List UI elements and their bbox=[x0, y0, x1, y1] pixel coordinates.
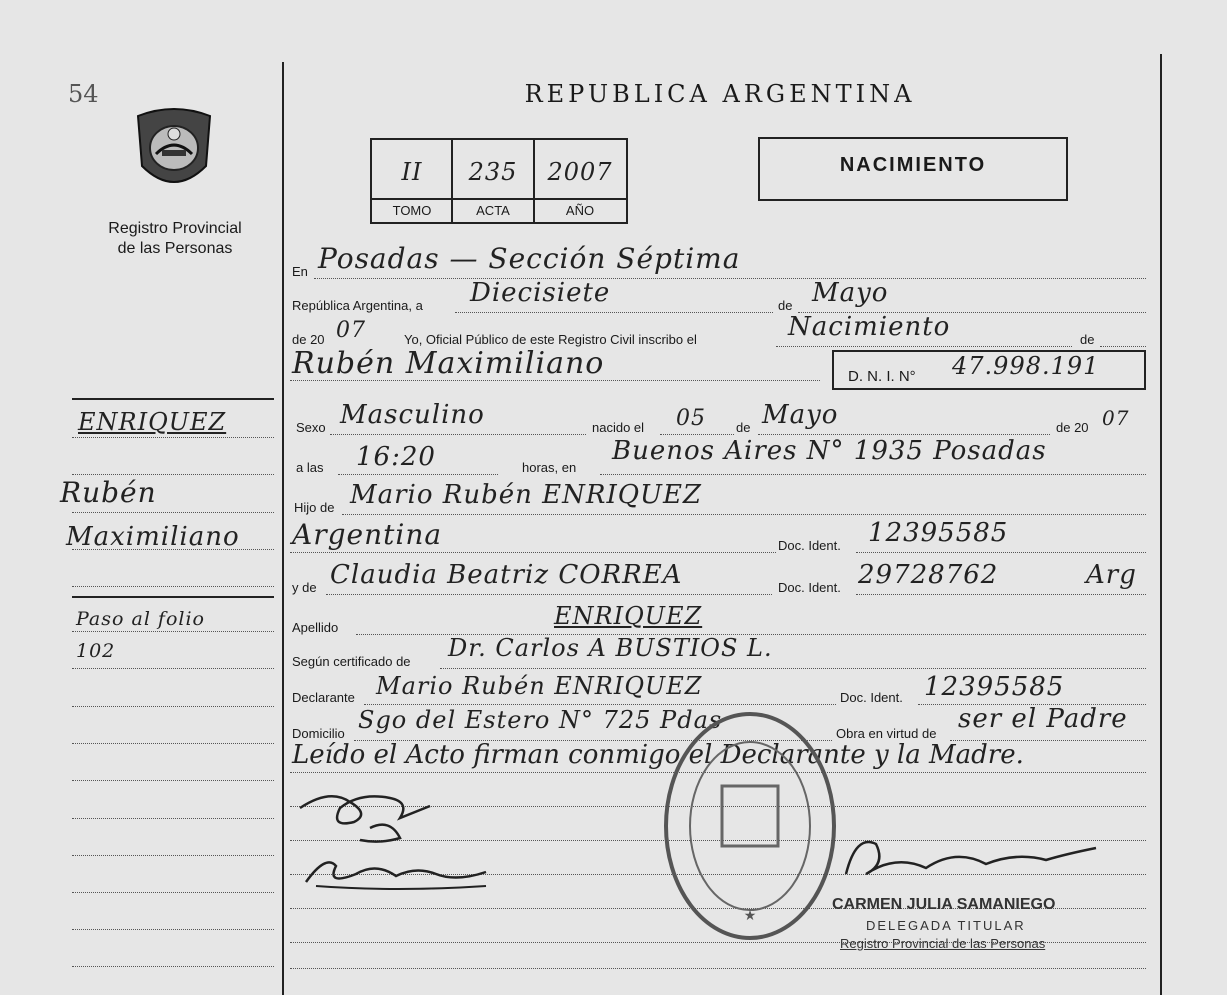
form-line bbox=[290, 552, 776, 553]
country-title: REPUBLICA ARGENTINA bbox=[524, 80, 916, 108]
form-line bbox=[330, 434, 586, 435]
form-line bbox=[364, 704, 836, 705]
form-line bbox=[856, 594, 1146, 595]
acta-label: ACTA bbox=[476, 203, 510, 218]
index-label-rule bbox=[370, 198, 626, 200]
lugar-value: Buenos Aires N° 1935 Posadas bbox=[612, 436, 1047, 466]
official-stamp-icon bbox=[660, 708, 840, 944]
acta-value: 235 bbox=[468, 158, 518, 186]
domicilio-label: Domicilio bbox=[292, 726, 345, 741]
official-signature-icon bbox=[836, 824, 1106, 894]
sexo-label: Sexo bbox=[296, 420, 326, 435]
obra-value: ser el Padre bbox=[958, 704, 1128, 734]
nac-year: 07 bbox=[1102, 406, 1130, 430]
registry-name-line1: Registro Provincial bbox=[108, 220, 242, 237]
record-type: NACIMIENTO bbox=[839, 154, 987, 176]
provincial-seal-icon bbox=[132, 106, 216, 198]
nac-dia: 05 bbox=[676, 406, 706, 431]
dia-value: Diecisiete bbox=[470, 278, 611, 308]
horas-label: horas, en bbox=[522, 460, 577, 475]
nacido-label: nacido el bbox=[592, 420, 645, 435]
en-label: En bbox=[292, 264, 308, 279]
margin-line bbox=[72, 668, 274, 669]
acto-value: Nacimiento bbox=[788, 312, 951, 342]
segun-value: Dr. Carlos A BUSTIOS L. bbox=[448, 634, 773, 662]
de-label-2: de bbox=[1080, 332, 1095, 347]
margin-line bbox=[72, 743, 274, 744]
margin-line bbox=[72, 966, 274, 967]
margin-divider bbox=[282, 62, 284, 995]
page-number: 54 bbox=[68, 80, 99, 108]
margin-line bbox=[72, 855, 274, 856]
madre-nac: Arg bbox=[1086, 560, 1137, 590]
nombre-value: Rubén Maximiliano bbox=[292, 346, 605, 381]
year-prefix-label: de 20 bbox=[292, 332, 325, 347]
mes-value: Mayo bbox=[812, 278, 889, 308]
margin-rule bbox=[72, 398, 274, 400]
form-line bbox=[758, 434, 1050, 435]
form-line bbox=[776, 346, 1072, 347]
official-name: CARMEN JULIA SAMANIEGO bbox=[832, 896, 1056, 913]
form-line bbox=[342, 514, 1146, 515]
margin-line bbox=[72, 706, 274, 707]
en-value: Posadas — Sección Séptima bbox=[318, 242, 741, 275]
anio-label: AÑO bbox=[565, 203, 595, 218]
de-20-label: de 20 bbox=[1056, 420, 1089, 435]
form-line bbox=[314, 278, 1146, 279]
form-line bbox=[856, 552, 1146, 553]
registry-name-line2: de las Personas bbox=[117, 240, 233, 257]
form-line bbox=[660, 434, 734, 435]
alas-label: a las bbox=[296, 460, 324, 475]
padre-nac: Argentina bbox=[292, 518, 443, 551]
de-label-1: de bbox=[778, 298, 793, 313]
form-line bbox=[338, 474, 498, 475]
declarant-signature-icon bbox=[290, 778, 450, 848]
madre-doc: 29728762 bbox=[858, 560, 999, 590]
official-title: DELEGADA TITULAR bbox=[866, 918, 1026, 933]
form-line bbox=[326, 594, 772, 595]
leido-value: Leído el Acto firman conmigo el Declarante y la Madre. bbox=[292, 740, 1024, 770]
form-line bbox=[600, 474, 1146, 475]
official-org: Registro Provincial de las Personas bbox=[840, 936, 1046, 951]
tomo-value: II bbox=[401, 158, 423, 186]
de-label-3: de bbox=[736, 420, 751, 435]
yo-label: Yo, Oficial Público de este Registro Civil inscribo el bbox=[404, 332, 697, 347]
margin-note2: 102 bbox=[76, 640, 116, 662]
form-line bbox=[1100, 346, 1146, 347]
year-value: 07 bbox=[336, 318, 366, 343]
hora-value: 16:20 bbox=[356, 442, 436, 472]
margin-line bbox=[72, 892, 274, 893]
anio-value: 2007 bbox=[547, 158, 613, 186]
margin-line bbox=[72, 818, 274, 819]
republica-label: República Argentina, a bbox=[292, 298, 423, 313]
domicilio-value: Sgo del Estero N° 725 Pdas bbox=[358, 706, 723, 734]
dni-label: D. N. I. N° bbox=[848, 368, 916, 385]
margin-given2: Maximiliano bbox=[66, 522, 240, 552]
declarante-value: Mario Rubén ENRIQUEZ bbox=[376, 672, 703, 700]
apellido-label: Apellido bbox=[292, 620, 339, 635]
madre-value: Claudia Beatriz CORREA bbox=[330, 560, 683, 590]
margin-line bbox=[72, 586, 274, 587]
sexo-value: Masculino bbox=[340, 400, 485, 430]
margin-line bbox=[72, 631, 274, 632]
doc-label-3: Doc. Ident. bbox=[840, 690, 903, 705]
svg-text:★: ★ bbox=[743, 908, 757, 924]
margin-line bbox=[72, 512, 274, 513]
obra-label: Obra en virtud de bbox=[836, 726, 937, 741]
form-line bbox=[455, 312, 773, 313]
margin-surname: ENRIQUEZ bbox=[78, 408, 227, 436]
margin-line bbox=[72, 474, 274, 475]
form-line bbox=[290, 968, 1146, 969]
margin-line bbox=[72, 929, 274, 930]
hijo-label: Hijo de bbox=[294, 500, 335, 515]
nac-mes: Mayo bbox=[762, 400, 839, 430]
dni-value: 47.998.191 bbox=[952, 352, 1100, 380]
padre-value: Mario Rubén ENRIQUEZ bbox=[350, 480, 702, 510]
yde-label: y de bbox=[292, 580, 317, 595]
declarante-doc: 12395585 bbox=[924, 672, 1065, 702]
right-border bbox=[1160, 54, 1162, 995]
margin-rule bbox=[72, 596, 274, 598]
margin-line bbox=[72, 437, 274, 438]
margin-given1: Rubén bbox=[60, 476, 157, 509]
declarante-label: Declarante bbox=[292, 690, 355, 705]
apellido-value: ENRIQUEZ bbox=[554, 602, 703, 630]
margin-line bbox=[72, 780, 274, 781]
form-line bbox=[440, 668, 1146, 669]
doc-label-1: Doc. Ident. bbox=[778, 538, 841, 553]
segun-label: Según certificado de bbox=[292, 654, 411, 669]
margin-note1: Paso al folio bbox=[76, 608, 205, 630]
tomo-label: TOMO bbox=[392, 203, 432, 218]
mother-signature-icon bbox=[296, 846, 506, 894]
doc-label-2: Doc. Ident. bbox=[778, 580, 841, 595]
padre-doc: 12395585 bbox=[868, 518, 1009, 548]
